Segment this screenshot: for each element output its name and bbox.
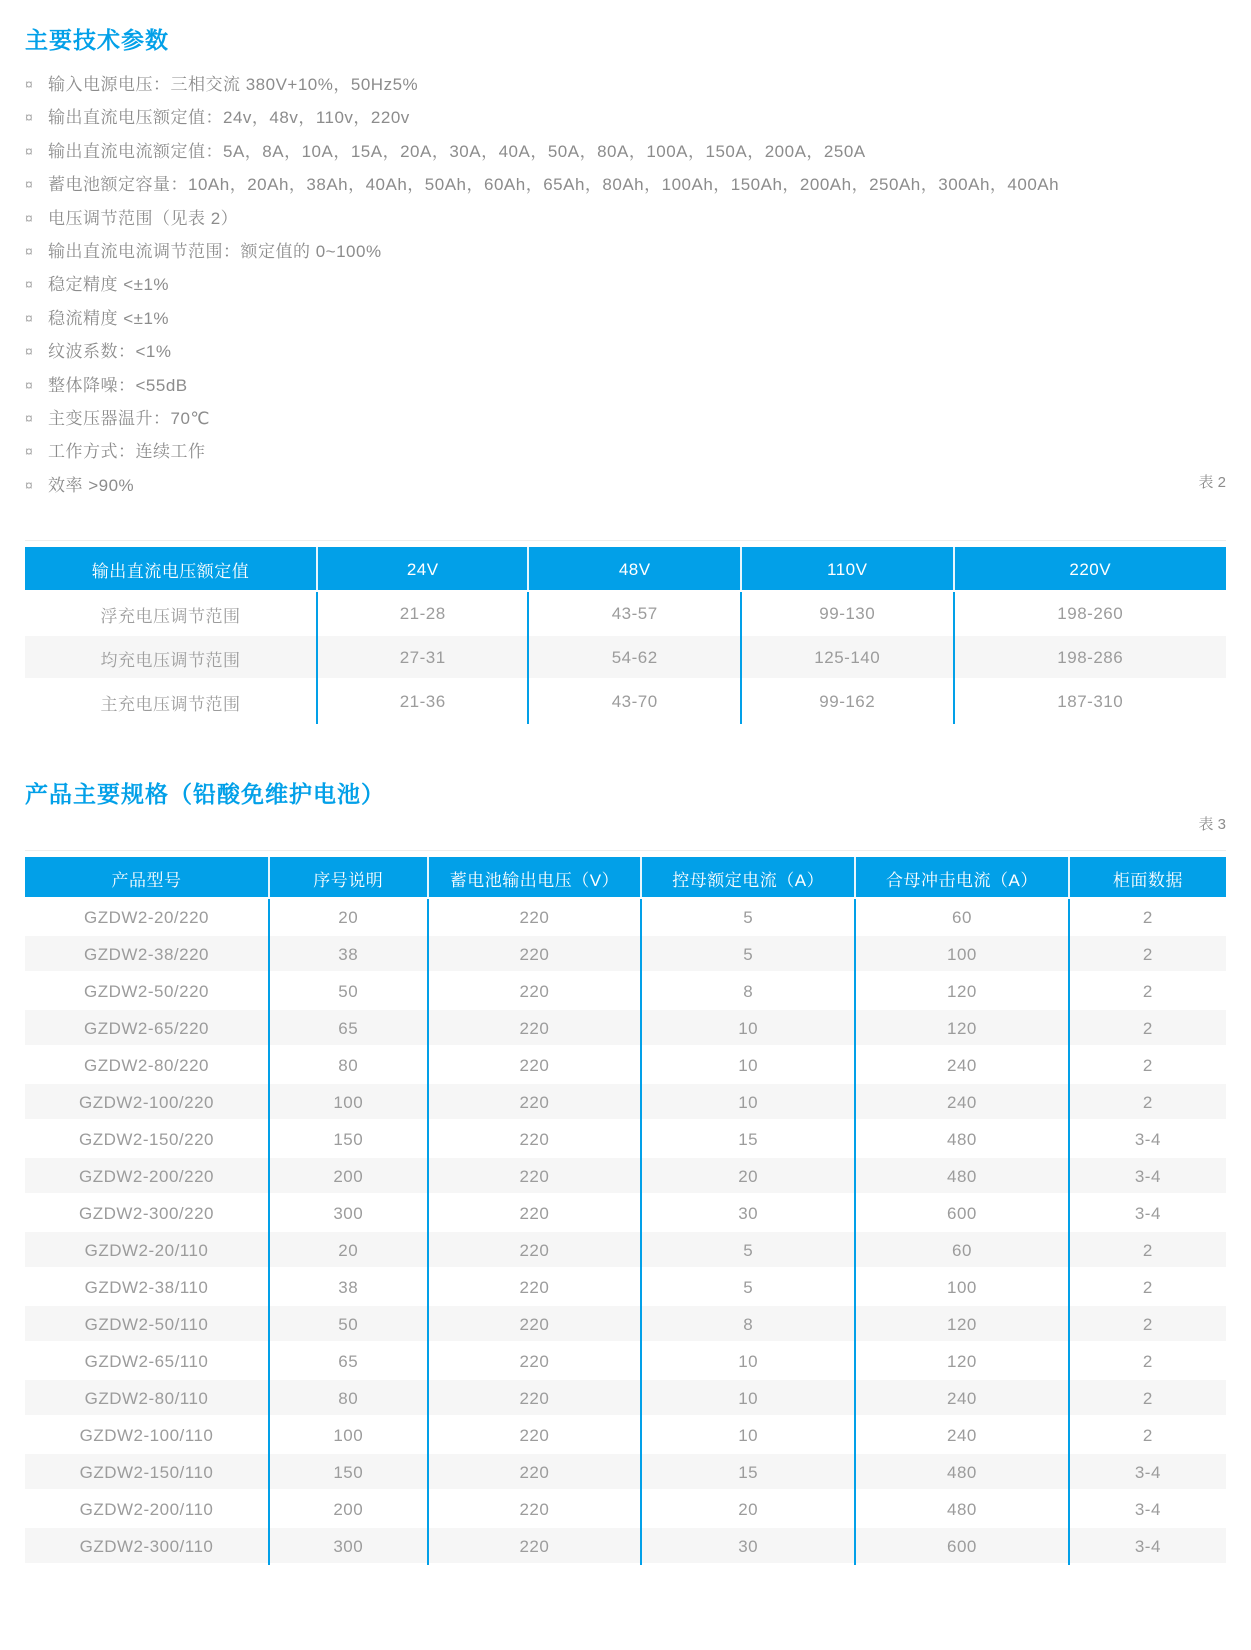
table-cell: 120	[856, 973, 1070, 1010]
table-cell: 220	[429, 1010, 643, 1047]
table-cell: 220	[429, 1232, 643, 1269]
table-cell: GZDW2-300/110	[25, 1528, 270, 1565]
table-cell: 150	[270, 1454, 429, 1491]
table-cell: 30	[642, 1528, 856, 1565]
table-cell: GZDW2-50/110	[25, 1306, 270, 1343]
table-cell: 65	[270, 1343, 429, 1380]
spec-bullet-text: 输出直流电流额定值：5A，8A，10A，15A，20A，30A，40A，50A，80A，100A，150A，200A，250A	[48, 141, 866, 161]
table-row	[25, 1084, 1226, 1121]
spec-bullet-text: 输出直流电压额定值：24v，48v，110v，220v	[48, 108, 410, 128]
spec-bullet-list	[25, 68, 1226, 502]
table-cell: 200	[270, 1158, 429, 1195]
table-cell: 240	[856, 1417, 1070, 1454]
table-cell: 3-4	[1134, 1166, 1161, 1186]
product-spec-table	[25, 850, 1226, 1565]
table-row	[25, 1417, 1226, 1454]
table-cell: 198-286	[1057, 648, 1124, 668]
table-header-cell: 序号说明	[270, 857, 429, 899]
table-cell: 21-36	[318, 680, 529, 724]
table-cell: 20	[270, 1232, 429, 1269]
table-cell: 38	[270, 936, 429, 973]
table-cell: GZDW2-20/110	[25, 1232, 270, 1269]
table-cell: GZDW2-38/110	[25, 1269, 270, 1306]
table-cell: 27-31	[318, 636, 529, 680]
table-cell: 50	[270, 973, 429, 1010]
table-cell: 100	[856, 1269, 1070, 1306]
table-cell: 220	[429, 1306, 643, 1343]
table-cell: 5	[642, 1232, 856, 1269]
table-cell: GZDW2-300/220	[25, 1195, 270, 1232]
table-header-cell: 蓄电池输出电压（V）	[429, 857, 643, 899]
table-cell: 480	[856, 1121, 1070, 1158]
spec-bullet-item	[25, 202, 1226, 235]
table-cell: 54-62	[529, 636, 742, 680]
bullet-icon: ¤	[25, 309, 33, 326]
table-row	[25, 1528, 1226, 1565]
table-cell: 2	[1142, 1425, 1153, 1445]
table-cell: 65	[270, 1010, 429, 1047]
table-cell: 20	[642, 1491, 856, 1528]
table-cell: 220	[429, 936, 643, 973]
spec-bullet-item	[25, 135, 1226, 168]
table-cell: 2	[1142, 981, 1153, 1001]
table-cell: 60	[856, 899, 1070, 936]
table-cell: 5	[642, 899, 856, 936]
table-cell: 21-28	[318, 592, 529, 636]
table-cell: 8	[642, 1306, 856, 1343]
table-cell: 198-260	[1057, 604, 1124, 624]
table-row	[25, 1158, 1226, 1195]
table-header-cell: 合母冲击电流（A）	[856, 857, 1070, 899]
table-cell: 80	[270, 1047, 429, 1084]
table-cell: 2	[1142, 1092, 1153, 1112]
table-cell: 220	[429, 899, 643, 936]
table-row	[25, 1121, 1226, 1158]
table-cell: GZDW2-200/110	[25, 1491, 270, 1528]
table-cell: 220	[429, 1269, 643, 1306]
table-header-cell: 控母额定电流（A）	[642, 857, 856, 899]
spec-bullet-item	[25, 168, 1226, 201]
bullet-icon: ¤	[25, 410, 33, 427]
table-cell: 2	[1142, 1314, 1153, 1334]
table-cell: 220	[429, 1047, 643, 1084]
table-header-cell: 产品型号	[25, 857, 270, 899]
table-header-cell: 24V	[318, 547, 529, 592]
table-cell: 600	[856, 1195, 1070, 1232]
table-row	[25, 680, 1226, 724]
table-cell: 43-70	[529, 680, 742, 724]
spec-bullet-item	[25, 268, 1226, 301]
bullet-icon: ¤	[25, 243, 33, 260]
bullet-icon: ¤	[25, 109, 33, 126]
table-cell: 125-140	[742, 636, 955, 680]
table-cell: 100	[270, 1084, 429, 1121]
table-cell: 3-4	[1134, 1536, 1161, 1556]
table-cell: GZDW2-20/220	[25, 899, 270, 936]
table-cell: 2	[1142, 1018, 1153, 1038]
table-cell: 10	[642, 1380, 856, 1417]
table-row	[25, 1306, 1226, 1343]
table-cell: 80	[270, 1380, 429, 1417]
table-row	[25, 1380, 1226, 1417]
spec-bullet-text: 蓄电池额定容量：10Ah，20Ah，38Ah，40Ah，50Ah，60Ah，65Ah，80Ah，100Ah，150Ah，200Ah，250Ah，300Ah，400Ah	[48, 175, 1060, 195]
table-cell: 200	[270, 1491, 429, 1528]
spec-bullet-text: 整体降噪：<55dB	[48, 375, 188, 395]
table-cell: GZDW2-65/220	[25, 1010, 270, 1047]
table-row	[25, 1232, 1226, 1269]
table-cell: GZDW2-65/110	[25, 1343, 270, 1380]
table-cell: GZDW2-100/110	[25, 1417, 270, 1454]
table-cell: GZDW2-150/220	[25, 1121, 270, 1158]
table-cell: 220	[429, 1491, 643, 1528]
table-cell: 220	[429, 1417, 643, 1454]
spec-bullet-text: 输出直流电流调节范围：额定值的 0~100%	[48, 242, 382, 262]
spec-bullet-text: 稳流精度 <±1%	[48, 308, 170, 328]
table-cell: 10	[642, 1084, 856, 1121]
table-row	[25, 1010, 1226, 1047]
table-cell: 220	[429, 1454, 643, 1491]
table-cell: 2	[1142, 907, 1153, 927]
spec-bullet-item	[25, 302, 1226, 335]
table-cell: 2	[1142, 1388, 1153, 1408]
table-cell: 60	[856, 1232, 1070, 1269]
table-cell: 220	[429, 1121, 643, 1158]
table-cell: 15	[642, 1121, 856, 1158]
table-cell: GZDW2-50/220	[25, 973, 270, 1010]
spec-bullet-text: 电压调节范围（见表 2）	[48, 208, 239, 228]
table-cell: 480	[856, 1158, 1070, 1195]
table-header-cell: 输出直流电压额定值	[25, 547, 318, 592]
table-cell: 10	[642, 1343, 856, 1380]
table-cell: 187-310	[1057, 692, 1124, 712]
bullet-icon: ¤	[25, 142, 33, 159]
bullet-icon: ¤	[25, 476, 33, 493]
spec-bullet-text: 稳定精度 <±1%	[48, 275, 170, 295]
table-cell: 120	[856, 1010, 1070, 1047]
voltage-adjust-range-table	[25, 540, 1226, 724]
spec-bullet-text: 工作方式：连续工作	[48, 442, 206, 462]
spec-bullet-item	[25, 335, 1226, 368]
table-row	[25, 1195, 1226, 1232]
table-cell: 3-4	[1134, 1203, 1161, 1223]
spec-bullet-text: 纹波系数：<1%	[48, 342, 172, 362]
table-cell: GZDW2-200/220	[25, 1158, 270, 1195]
spec-bullet-item	[25, 101, 1226, 134]
table-cell: 20	[642, 1158, 856, 1195]
bullet-icon: ¤	[25, 209, 33, 226]
table-cell: GZDW2-150/110	[25, 1454, 270, 1491]
table-row	[25, 936, 1226, 973]
table-row	[25, 1454, 1226, 1491]
table-cell: 100	[270, 1417, 429, 1454]
table-row	[25, 1047, 1226, 1084]
spec-bullet-item	[25, 369, 1226, 402]
spec-bullet-item	[25, 68, 1226, 101]
table-row	[25, 973, 1226, 1010]
table-cell: 240	[856, 1047, 1070, 1084]
table-cell: 10	[642, 1010, 856, 1047]
table-cell: 480	[856, 1491, 1070, 1528]
table-cell: 120	[856, 1306, 1070, 1343]
table-cell: 600	[856, 1528, 1070, 1565]
table-cell: 220	[429, 1158, 643, 1195]
table-cell: GZDW2-38/220	[25, 936, 270, 973]
table-cell: 2	[1142, 1277, 1153, 1297]
spec-bullet-text: 输入电源电压：三相交流 380V+10%，50Hz5%	[48, 75, 419, 94]
table-cell: 2	[1142, 944, 1153, 964]
table-cell: 8	[642, 973, 856, 1010]
table-cell: 3-4	[1134, 1129, 1161, 1149]
table-header-cell: 110V	[742, 547, 955, 592]
table-cell: GZDW2-100/220	[25, 1084, 270, 1121]
table-cell: 3-4	[1134, 1462, 1161, 1482]
table-cell: GZDW2-80/220	[25, 1047, 270, 1084]
table-cell: 220	[429, 973, 643, 1010]
spec-bullet-item	[25, 435, 1226, 468]
bullet-icon: ¤	[25, 176, 33, 193]
table-cell: 220	[429, 1528, 643, 1565]
table-cell: 主充电压调节范围	[25, 680, 318, 724]
table-cell: 2	[1142, 1240, 1153, 1260]
section-title-main-parameters: 主要技术参数	[25, 27, 169, 53]
table-row	[25, 899, 1226, 936]
table-cell: 220	[429, 1343, 643, 1380]
table-header-cell: 220V	[1069, 559, 1112, 579]
table-cell: 3-4	[1134, 1499, 1161, 1519]
table-cell: 300	[270, 1195, 429, 1232]
table-cell: GZDW2-80/110	[25, 1380, 270, 1417]
table-header-cell: 48V	[529, 547, 742, 592]
table-cell: 20	[270, 899, 429, 936]
table-row	[25, 1269, 1226, 1306]
table-cell: 99-162	[742, 680, 955, 724]
bullet-icon: ¤	[25, 76, 33, 92]
bullet-icon: ¤	[25, 276, 33, 293]
table-cell: 43-57	[529, 592, 742, 636]
table-header-row	[25, 857, 1226, 899]
bullet-icon: ¤	[25, 443, 33, 460]
table-cell: 220	[429, 1380, 643, 1417]
table-row	[25, 592, 1226, 636]
table-cell: 2	[1142, 1055, 1153, 1075]
table-cell: 99-130	[742, 592, 955, 636]
spec-bullet-text: 效率 >90%	[48, 475, 135, 495]
table-cell: 220	[429, 1084, 643, 1121]
section-title-product-specs: 产品主要规格（铅酸免维护电池）	[25, 781, 385, 808]
table-header-cell: 柜面数据	[1112, 870, 1183, 890]
table-cell: 15	[642, 1454, 856, 1491]
table-row	[25, 636, 1226, 680]
table-cell: 均充电压调节范围	[25, 636, 318, 680]
table-cell: 30	[642, 1195, 856, 1232]
table-cell: 240	[856, 1380, 1070, 1417]
table-cell: 120	[856, 1343, 1070, 1380]
table-cell: 240	[856, 1084, 1070, 1121]
table-cell: 300	[270, 1528, 429, 1565]
table-row	[25, 1491, 1226, 1528]
table-cell: 2	[1142, 1351, 1153, 1371]
table2-label: 表 2	[1198, 474, 1226, 492]
spec-bullet-item	[25, 235, 1226, 268]
spec-bullet-item	[25, 402, 1226, 435]
table-cell: 38	[270, 1269, 429, 1306]
spec-bullet-text: 主变压器温升：70℃	[48, 409, 211, 429]
table-cell: 浮充电压调节范围	[25, 592, 318, 636]
table-cell: 10	[642, 1047, 856, 1084]
table-header-row	[25, 547, 1226, 592]
table-cell: 5	[642, 936, 856, 973]
table-cell: 480	[856, 1454, 1070, 1491]
table-cell: 50	[270, 1306, 429, 1343]
table-cell: 220	[429, 1195, 643, 1232]
table-cell: 5	[642, 1269, 856, 1306]
bullet-icon: ¤	[25, 376, 33, 393]
bullet-icon: ¤	[25, 343, 33, 360]
table-cell: 10	[642, 1417, 856, 1454]
table-cell: 100	[856, 936, 1070, 973]
table3-label: 表 3	[1198, 816, 1226, 834]
table-cell: 150	[270, 1121, 429, 1158]
table-row	[25, 1343, 1226, 1380]
